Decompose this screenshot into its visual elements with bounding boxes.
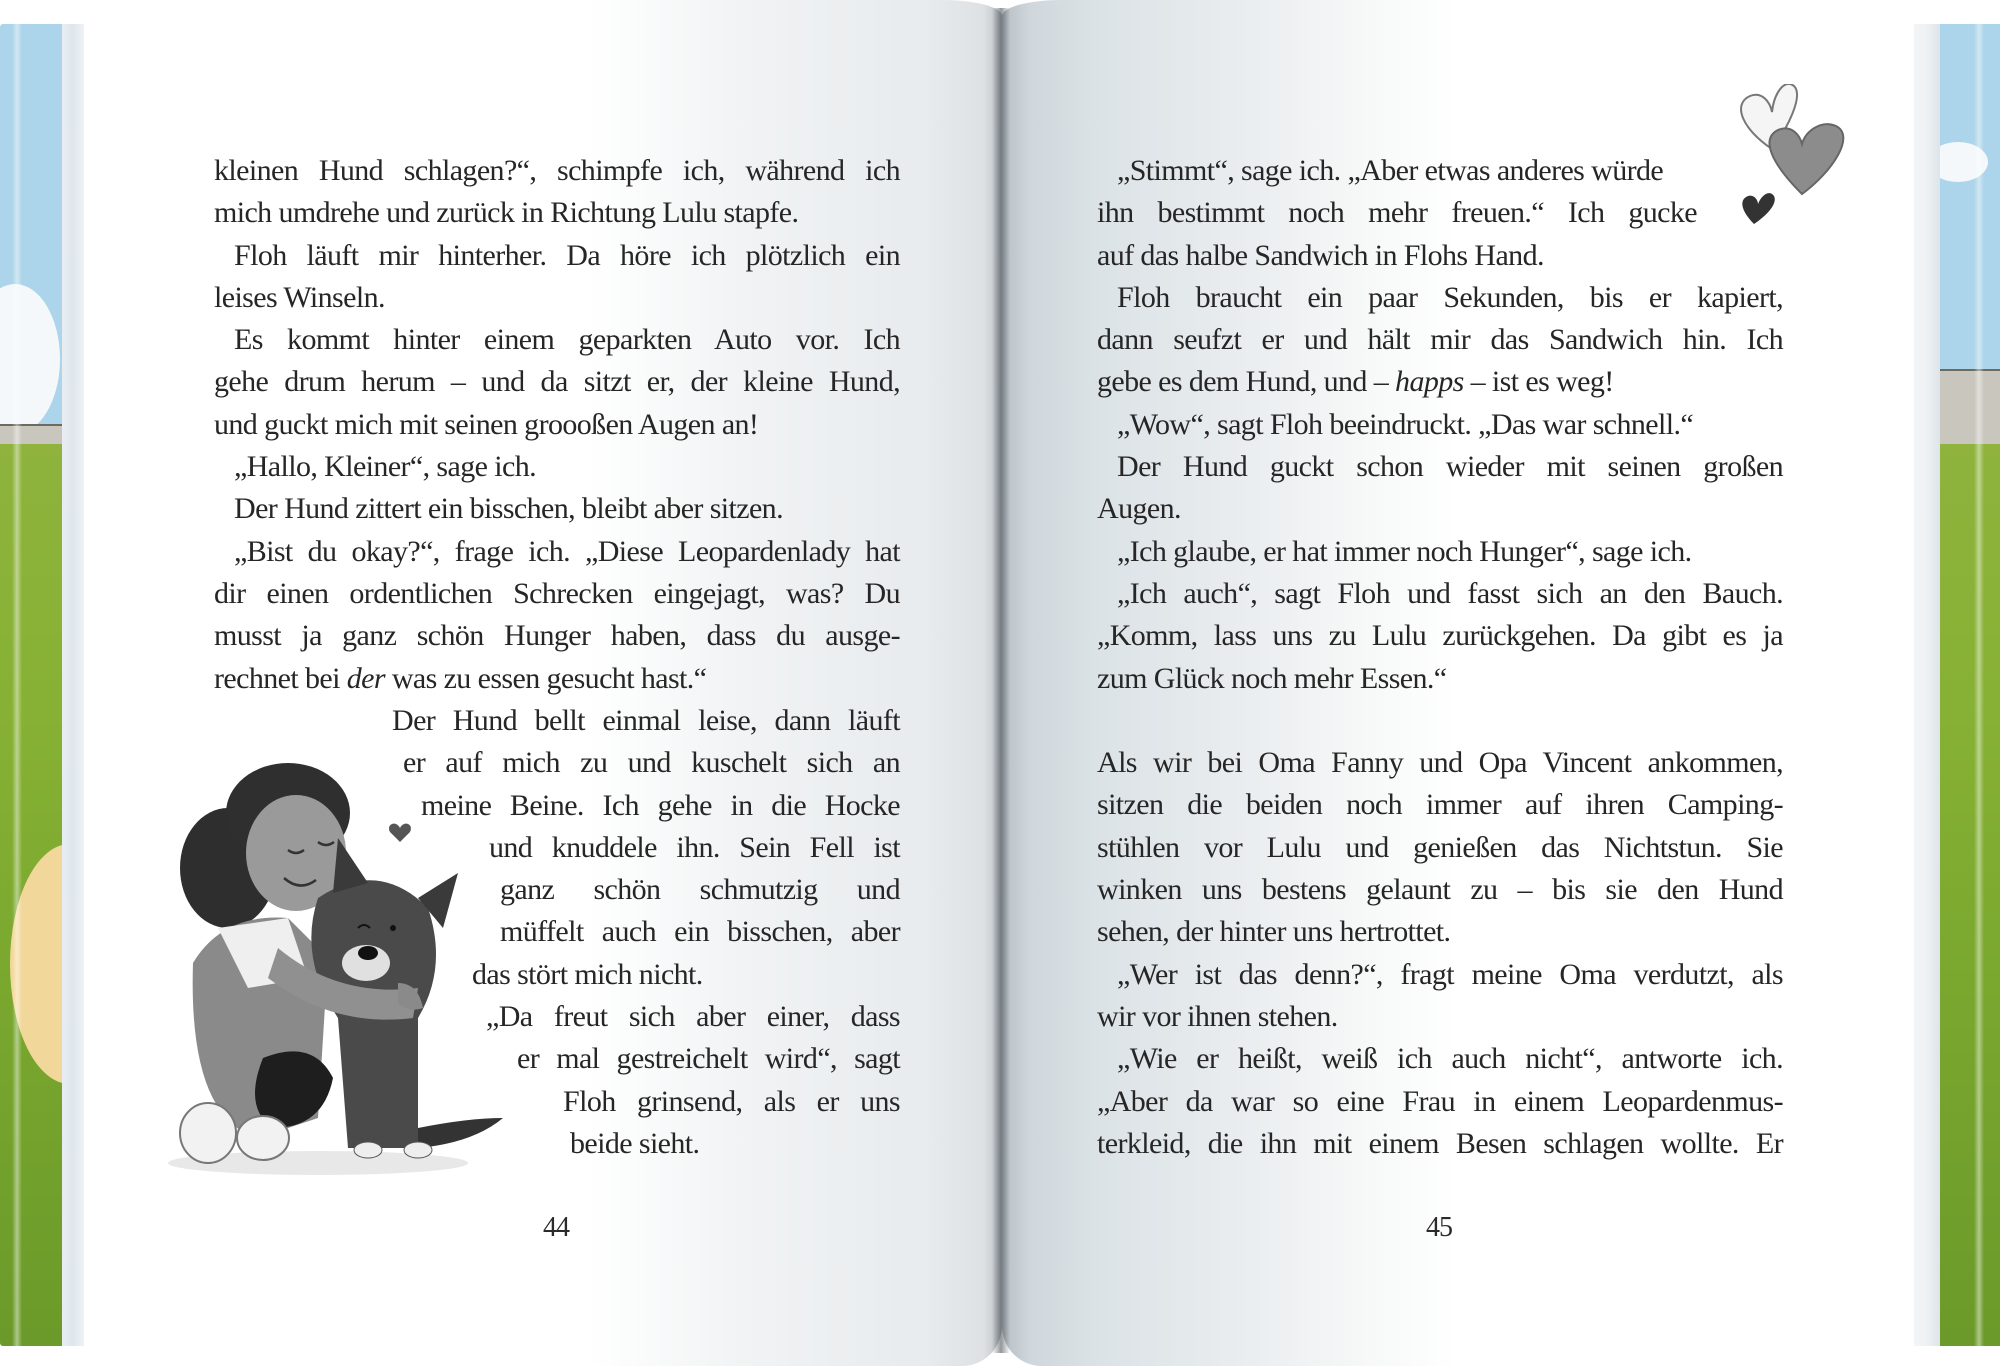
text-line: Augen. — [1097, 492, 1181, 526]
text-line: Als wir bei Oma Fanny und Opa Vincent ankommen, — [1097, 746, 1783, 780]
left-page-text — [214, 150, 900, 700]
text-line: und knuddele ihn. Sein Fell ist — [489, 830, 900, 864]
text-line: Floh grinsend, als er uns — [563, 1084, 900, 1118]
text-line: meine Beine. Ich gehe in die Hocke — [421, 788, 900, 822]
text-line: Der Hund zittert ein bisschen, bleibt aber sitzen. — [234, 492, 783, 526]
text-line: „Hallo, Kleiner“, sage ich. — [234, 450, 536, 484]
page-block-right — [1914, 24, 1940, 1346]
text-line: sitzen die beiden noch immer auf ihren Camping- — [1097, 788, 1783, 822]
cover-sheen — [12, 24, 22, 1346]
text-line — [1097, 361, 1783, 403]
cover-illustration — [0, 24, 62, 1346]
text-line: „Komm, lass uns zu Lulu zurückgehen. Da gibt es ja — [1097, 619, 1783, 653]
text-line: stühlen vor Lulu und genießen das Nichtstun. Sie — [1097, 830, 1783, 864]
text-line: zum Glück noch mehr Essen.“ — [1097, 661, 1447, 695]
text-line: mich umdrehe und zurück in Richtung Lulu stapfe. — [214, 196, 799, 230]
text-line: Floh braucht ein paar Sekunden, bis er kapiert, — [1117, 280, 1783, 314]
text-line: Der Hund guckt schon wieder mit seinen großen — [1117, 450, 1783, 484]
hearts-icon — [1736, 84, 1856, 244]
text-line: ganz schön schmutzig und — [500, 873, 900, 907]
page-number-right: 45 — [1426, 1212, 1452, 1243]
text-span: – ist es weg! — [1463, 365, 1614, 399]
text-line: er auf mich zu und kuschelt sich an — [403, 746, 900, 780]
cover-illustration — [1938, 24, 2000, 1346]
text-line: Der Hund bellt einmal leise, dann läuft — [392, 704, 900, 737]
text-line: er mal gestreichelt wird“, sagt — [517, 1042, 900, 1076]
text-line: „Ich auch“, sagt Floh und fasst sich an den Bauch. — [1117, 576, 1783, 610]
book-cover-right-edge — [1938, 24, 2000, 1346]
text-line: terkleid, die ihn mit einem Besen schlagen wollte. Er — [1097, 1126, 1783, 1160]
text-line: „Wer ist das denn?“, fragt meine Oma verdutzt, als — [1117, 957, 1783, 991]
text-line: auf das halbe Sandwich in Flohs Hand. — [1097, 238, 1544, 272]
right-page-text — [1097, 150, 1783, 1165]
text-line: „Stimmt“, sage ich. „Aber etwas anderes würde — [1117, 154, 1664, 187]
page-number-left: 44 — [543, 1212, 569, 1243]
text-line: „Wow“, sagt Floh beeindruckt. „Das war schnell.“ — [1117, 407, 1694, 441]
text-line: ihn bestimmt noch mehr freuen.“ Ich gucke — [1097, 196, 1697, 230]
text-line: das stört mich nicht. — [472, 957, 703, 991]
text-line: musst ja ganz schön Hunger haben, dass du ausge- — [214, 619, 900, 653]
text-line: „Wie er heißt, weiß ich auch nicht“, antworte ich. — [1117, 1042, 1783, 1076]
text-line: und guckt mich mit seinen groooßen Augen an! — [214, 407, 759, 441]
text-span: was zu essen gesucht hast.“ — [384, 661, 707, 695]
italic-emphasis: der — [346, 661, 385, 695]
text-span: rechnet bei — [214, 661, 347, 695]
girl-hugging-dog-illustration — [168, 758, 506, 1178]
text-line: müffelt auch ein bisschen, aber — [500, 915, 900, 949]
text-line: sehen, der hinter uns hertrottet. — [1097, 915, 1451, 949]
cover-castle-ruins — [1938, 369, 2000, 446]
cover-sheen — [1974, 24, 1984, 1346]
page-block-left — [62, 24, 84, 1346]
text-line: wir vor ihnen stehen. — [1097, 999, 1338, 1033]
book-spine-shadow — [992, 8, 1010, 1353]
text-line: gehe drum herum – und da sitzt er, der kleine Hund, — [214, 365, 900, 399]
italic-emphasis: happs — [1395, 365, 1464, 399]
text-line: dann seufzt er und hält mir das Sandwich hin. Ich — [1097, 323, 1783, 357]
text-line: „Bist du okay?“, frage ich. „Diese Leopardenlady hat — [234, 534, 900, 568]
text-line: kleinen Hund schlagen?“, schimpfe ich, während ich — [214, 154, 900, 187]
text-span: gebe es dem Hund, und – — [1097, 365, 1396, 399]
text-line: leises Winseln. — [214, 280, 385, 314]
text-line: beide sieht. — [570, 1126, 700, 1160]
book-cover-left-edge — [0, 24, 62, 1346]
section-break — [1097, 700, 1783, 742]
text-line: „Aber da war so eine Frau in einem Leopardenmus- — [1097, 1084, 1783, 1118]
text-line — [214, 658, 900, 700]
text-line: „Ich glaube, er hat immer noch Hunger“, sage ich. — [1117, 534, 1692, 568]
text-line: winken uns bestens gelaunt zu – bis sie den Hund — [1097, 873, 1783, 907]
text-line: Es kommt hinter einem geparkten Auto vor. Ich — [234, 323, 900, 357]
text-line: dir einen ordentlichen Schrecken eingejagt, was? Du — [214, 576, 900, 610]
cover-grass — [1938, 444, 2000, 1346]
text-line: „Da freut sich aber einer, dass — [486, 1000, 900, 1034]
text-line: Floh läuft mir hinterher. Da höre ich plötzlich ein — [234, 238, 900, 272]
